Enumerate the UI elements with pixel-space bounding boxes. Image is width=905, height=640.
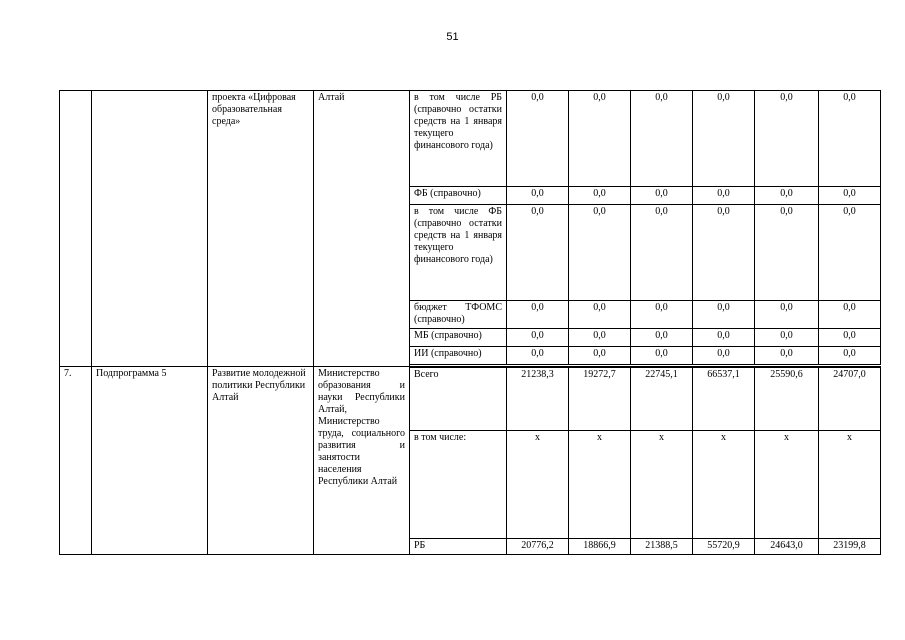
value-cell: 0,0 xyxy=(507,91,569,187)
source-label: РБ xyxy=(410,539,507,555)
value-cell: 0,0 xyxy=(755,187,819,205)
value-cell: 0,0 xyxy=(569,329,631,347)
value-cell: 0,0 xyxy=(507,187,569,205)
value-cell: 0,0 xyxy=(507,301,569,329)
program-cell: Подпрограмма 5 xyxy=(92,367,208,555)
source-label: бюджет ТФОМС (справочно) xyxy=(410,301,507,329)
value-cell: 0,0 xyxy=(819,347,881,365)
value-cell: 0,0 xyxy=(631,91,693,187)
value-cell: 20776,2 xyxy=(507,539,569,555)
source-label: МБ (справочно) xyxy=(410,329,507,347)
value-cell: x xyxy=(693,431,755,539)
value-cell: 0,0 xyxy=(693,301,755,329)
value-cell: 25590,6 xyxy=(755,367,819,431)
name-cell: проекта «Цифровая образовательная среда» xyxy=(208,91,314,367)
value-cell: 22745,1 xyxy=(631,367,693,431)
value-cell: x xyxy=(507,431,569,539)
value-cell: 0,0 xyxy=(507,347,569,365)
value-cell: 55720,9 xyxy=(693,539,755,555)
value-cell: 0,0 xyxy=(693,91,755,187)
executors-cell: Министерство образования и науки Республики Алтай, Министерство труда, социального развития и занятости населения Республики Алтай xyxy=(314,367,410,555)
value-cell: 18866,9 xyxy=(569,539,631,555)
table-row xyxy=(60,91,881,187)
number-cell xyxy=(60,91,92,367)
value-cell: 21238,3 xyxy=(507,367,569,431)
value-cell: 0,0 xyxy=(819,187,881,205)
value-cell: 0,0 xyxy=(631,187,693,205)
value-cell: x xyxy=(755,431,819,539)
name-cell: Развитие молодежной политики Республики Алтай xyxy=(208,367,314,555)
value-cell: 0,0 xyxy=(819,205,881,301)
value-cell: 23199,8 xyxy=(819,539,881,555)
value-cell: x xyxy=(569,431,631,539)
executors-cell: Алтай xyxy=(314,91,410,367)
source-label: ИИ (справочно) xyxy=(410,347,507,365)
value-cell: 0,0 xyxy=(569,205,631,301)
value-cell: 0,0 xyxy=(693,347,755,365)
value-cell: 0,0 xyxy=(507,329,569,347)
source-label: в том числе РБ (справочно остатки средств на 1 января текущего финансового года) xyxy=(410,91,507,187)
value-cell: 0,0 xyxy=(569,187,631,205)
source-label: в том числе ФБ (справочно остатки средств на 1 января текущего финансового года) xyxy=(410,205,507,301)
value-cell: 66537,1 xyxy=(693,367,755,431)
value-cell: 0,0 xyxy=(819,329,881,347)
value-cell: x xyxy=(631,431,693,539)
source-label: в том числе: xyxy=(410,431,507,539)
value-cell: 0,0 xyxy=(693,205,755,301)
value-cell: 0,0 xyxy=(755,91,819,187)
value-cell: 0,0 xyxy=(507,205,569,301)
value-cell: 0,0 xyxy=(819,91,881,187)
value-cell: 0,0 xyxy=(569,347,631,365)
value-cell: 24643,0 xyxy=(755,539,819,555)
value-cell: 0,0 xyxy=(631,301,693,329)
value-cell: 0,0 xyxy=(631,347,693,365)
value-cell: 0,0 xyxy=(755,329,819,347)
value-cell: 0,0 xyxy=(631,329,693,347)
table-row xyxy=(60,367,881,431)
source-label: ФБ (справочно) xyxy=(410,187,507,205)
value-cell: 21388,5 xyxy=(631,539,693,555)
value-cell: 0,0 xyxy=(755,301,819,329)
number-cell: 7. xyxy=(60,367,92,555)
program-funding-table xyxy=(59,90,881,555)
value-cell: 0,0 xyxy=(569,301,631,329)
value-cell: 0,0 xyxy=(569,91,631,187)
page-number: 51 xyxy=(446,31,459,43)
value-cell: 19272,7 xyxy=(569,367,631,431)
value-cell: 0,0 xyxy=(819,301,881,329)
value-cell: 0,0 xyxy=(693,187,755,205)
value-cell: 0,0 xyxy=(631,205,693,301)
program-cell xyxy=(92,91,208,367)
value-cell: 0,0 xyxy=(755,205,819,301)
value-cell: 0,0 xyxy=(755,347,819,365)
value-cell: 24707,0 xyxy=(819,367,881,431)
value-cell: 0,0 xyxy=(693,329,755,347)
value-cell: x xyxy=(819,431,881,539)
source-label: Всего xyxy=(410,367,507,431)
